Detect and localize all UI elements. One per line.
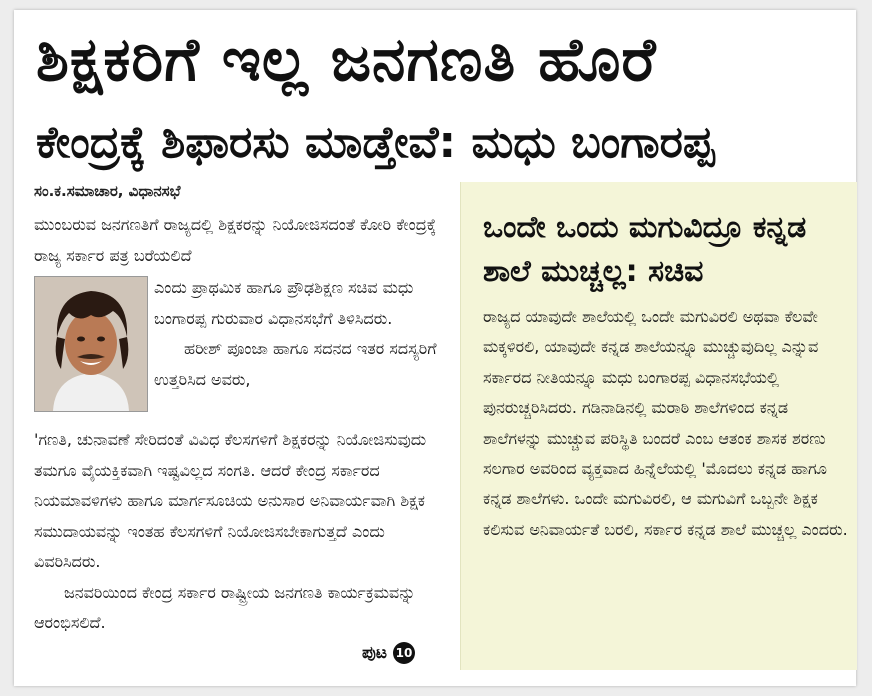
article-text: 'ಗಣತಿ, ಚುನಾವಣೆ ಸೇರಿದಂತೆ ವಿವಿಧ ಕೆಲಸಗಳಿಗೆ ಶಿಕ್ಷಕರನ್ನು ನಿಯೋಜಿಸುವುದು ತಮಗೂ ವೈಯಕ್ತಿಕವಾಗಿ ಇಷ್ಟವಿಲ್ಲದ ಸಂಗತಿ. ಆದರೆ ಕೇಂದ್ರ ಸರ್ಕಾರದ ನಿಯಮಾವಳಿಗಳು ಹಾಗೂ ಮಾರ್ಗಸೂಚಿಯ ಅನುಸಾರ ಅನಿವಾರ್ಯವಾಗಿ ಶಿಕ್ಷಕ ಸಮುದಾಯವನ್ನು ಇಂತಹ ಕೆಲಸಗಳಿಗೆ ನಿಯೋಜಿಸಬೇಕಾಗುತ್ತದೆ ಎಂದು ವಿವರಿಸಿದರು. — [34, 430, 427, 571]
minister-photo — [34, 276, 148, 412]
article-paragraph-1 — [34, 210, 454, 271]
sidebar-text: ರಾಜ್ಯದ ಯಾವುದೇ ಶಾಲೆಯಲ್ಲಿ ಒಂದೇ ಮಗುವಿರಲಿ ಅಥವಾ ಕೆಲವೇ ಮಕ್ಕಳಿರಲಿ, ಯಾವುದೇ ಕನ್ನಡ ಶಾಲೆಯನ್ನೂ ಮುಚ್ಚುವುದಿಲ್ಲ ಎನ್ನುವ ಸರ್ಕಾರದ ನೀತಿಯನ್ನೂ ಮಧು ಬಂಗಾರಪ್ಪ ವಿಧಾನಸಭೆಯಲ್ಲಿ ಪುನರುಚ್ಚರಿಸಿದರು. ಗಡಿನಾಡಿನಲ್ಲಿ ಮರಾಠಿ ಶಾಲೆಗಳಿಂದ ಕನ್ನಡ ಶಾಲೆಗಳನ್ನು ಮುಚ್ಚುವ ಪರಿಸ್ಥಿತಿ ಬಂದರೆ ಎಂಬ ಆತಂಕ ಶಾಸಕ ಶರಣು ಸಲಗಾರ ಅವರಿಂದ ವ್ಯಕ್ತವಾದ ಹಿನ್ನೆಲೆಯಲ್ಲಿ 'ಮೊದಲು ಕನ್ನಡ ಹಾಗೂ ಕನ್ನಡ ಶಾಲೆಗಳು. ಒಂದೇ ಮಗುವಿರಲಿ, ಆ ಮಗುವಿಗೆ ಒಬ್ಬನೇ ಶಿಕ್ಷಕ ಕಲಿಸುವ ಅನಿವಾರ್ಯತೆ ಬರಲಿ, ಸರ್ಕಾರ ಕನ್ನಡ ಶಾಲೆ ಮುಚ್ಚಲ್ಲ ಎಂದರು. — [483, 307, 848, 539]
dateline: ಸಂ.ಕ.ಸಮಾಚಾರ, ವಿಧಾನಸಭೆ — [34, 182, 181, 200]
continued-on-page — [362, 642, 415, 664]
sidebar-title: ಒಂದೇ ಒಂದು ಮಗುವಿದ್ರೂ ಕನ್ನಡ ಶಾಲೆ ಮುಚ್ಚಲ್ಲ: ಸಚಿವ — [483, 210, 807, 289]
sidebar-body — [483, 302, 851, 545]
article-text: ಮುಂಬರುವ ಜನಗಣತಿಗೆ ರಾಜ್ಯದಲ್ಲಿ ಶಿಕ್ಷಕರನ್ನು ನಿಯೋಜಿಸದಂತೆ ಕೋರಿ ಕೇಂದ್ರಕ್ಕೆ ರಾಜ್ಯ ಸರ್ಕಾರ ಪತ್ರ ಬರೆಯಲಿದೆ — [34, 215, 437, 265]
article-text: ಜನವರಿಯಿಂದ ಕೇಂದ್ರ ಸರ್ಕಾರ ರಾಷ್ಟ್ರೀಯ ಜನಗಣತಿ ಕಾರ್ಯಕ್ರಮವನ್ನು ಆರಂಭಿಸಲಿದೆ. — [34, 582, 416, 632]
sidebar-box — [460, 182, 857, 670]
newspaper-clipping — [14, 10, 856, 686]
article-paragraph-2 — [34, 425, 454, 639]
article-text: ಎಂದು ಪ್ರಾಥಮಿಕ ಹಾಗೂ ಪ್ರೌಢಶಿಕ್ಷಣ ಸಚಿವ ಮಧು ಬಂಗಾರಪ್ಪ ಗುರುವಾರ ವಿಧಾನಸಭೆಗೆ ತಿಳಿಸಿದರು. — [154, 278, 414, 328]
article-paragraph-1-continued — [154, 273, 454, 395]
article-text: ಹರೀಶ್ ಪೂಂಜಾ ಹಾಗೂ ಸದನದ ಇತರ ಸದಸ್ಯರಿಗೆ ಉತ್ತರಿಸಿದ ಅವರು, — [154, 339, 437, 389]
subheadline: ಕೇಂದ್ರಕ್ಕೆ ಶಿಫಾರಸು ಮಾಡ್ತೇವೆ: ಮಧು ಬಂಗಾರಪ್ಪ — [36, 117, 715, 168]
continued-page-number: 10 — [393, 642, 415, 664]
continued-label: ಪುಟ — [362, 643, 387, 663]
headline: ಶಿಕ್ಷಕರಿಗೆ ಇಲ್ಲ ಜನಗಣತಿ ಹೊರೆ — [36, 25, 657, 95]
portrait-image — [35, 277, 147, 411]
